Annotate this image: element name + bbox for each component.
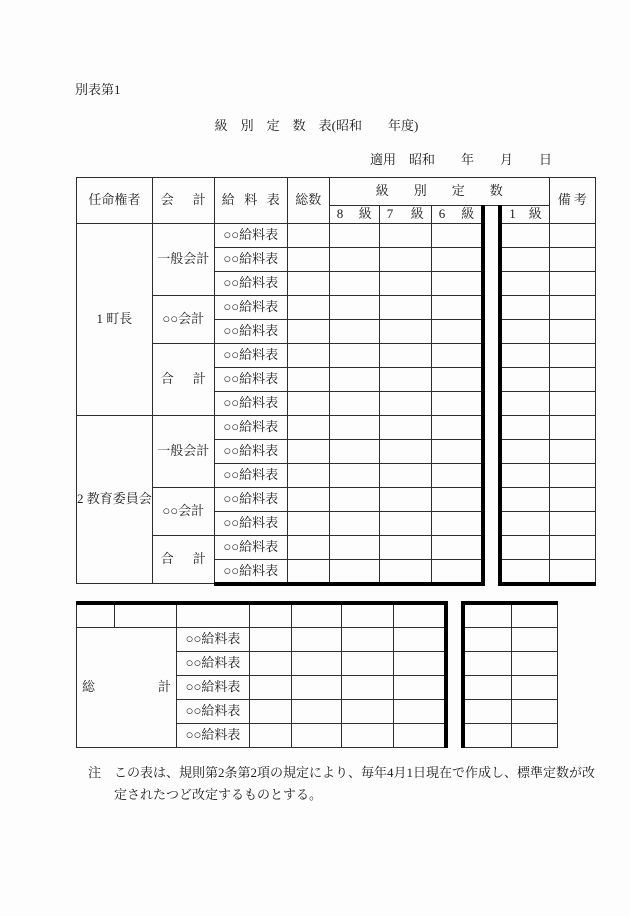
grade-value-cell xyxy=(329,392,379,416)
table-row xyxy=(77,344,596,368)
grade-value-cell xyxy=(431,536,483,560)
remarks-cell xyxy=(512,651,558,675)
remarks-cell xyxy=(549,512,595,536)
total-value-cell xyxy=(287,560,329,584)
grade-value-cell xyxy=(342,603,394,627)
group-label: 2 教育委員会 xyxy=(77,416,153,584)
grade-value-cell xyxy=(379,320,431,344)
grade-value-cell xyxy=(379,440,431,464)
grade-value-cell xyxy=(329,368,379,392)
salary-cell xyxy=(177,603,250,627)
grade-value-cell xyxy=(379,464,431,488)
grade-value-cell xyxy=(394,651,446,675)
column-break-gap xyxy=(446,651,463,675)
total-value-cell xyxy=(287,368,329,392)
remarks-cell xyxy=(512,723,558,747)
grade-value-cell xyxy=(500,248,549,272)
grade-value-cell xyxy=(500,512,549,536)
col-header-total: 総数 xyxy=(287,178,329,224)
grand-total-table xyxy=(76,601,558,748)
grade-value-cell xyxy=(500,344,549,368)
remarks-cell xyxy=(512,603,558,627)
column-break-gap xyxy=(483,536,500,560)
grade-value-cell xyxy=(394,603,446,627)
remarks-cell xyxy=(549,392,595,416)
total-value-cell xyxy=(250,675,292,699)
grade-value-cell xyxy=(342,699,394,723)
salary-table-cell: ○○給料表 xyxy=(177,627,250,651)
table-row xyxy=(77,224,596,248)
grade-value-cell xyxy=(431,344,483,368)
col-header-grade-1: 1級 xyxy=(500,206,549,224)
grade-allocation-table xyxy=(76,177,596,586)
salary-table-cell: ○○給料表 xyxy=(214,296,287,320)
total-value-cell xyxy=(287,248,329,272)
remarks-cell xyxy=(549,464,595,488)
salary-table-cell: ○○給料表 xyxy=(214,224,287,248)
grade-value-cell xyxy=(431,488,483,512)
grade-value-cell xyxy=(431,392,483,416)
grade-value-cell xyxy=(431,272,483,296)
total-value-cell xyxy=(287,416,329,440)
salary-table-cell: ○○給料表 xyxy=(214,464,287,488)
grade-value-cell xyxy=(431,560,483,584)
salary-table-cell: ○○給料表 xyxy=(177,675,250,699)
total-value-cell xyxy=(287,272,329,296)
col-header-remarks: 備考 xyxy=(549,178,595,224)
total-value-cell xyxy=(287,344,329,368)
grade-value-cell xyxy=(292,603,342,627)
grade-value-cell xyxy=(500,320,549,344)
remarks-cell xyxy=(549,488,595,512)
grade-value-cell xyxy=(431,224,483,248)
total-value-cell xyxy=(287,512,329,536)
total-value-cell xyxy=(287,464,329,488)
grade-value-cell xyxy=(463,675,512,699)
column-break-gap xyxy=(483,296,500,320)
grade-value-cell xyxy=(329,272,379,296)
grade-value-cell xyxy=(500,224,549,248)
grade-value-cell xyxy=(342,651,394,675)
grade-value-cell xyxy=(329,488,379,512)
column-break-gap xyxy=(483,416,500,440)
remarks-cell xyxy=(549,344,595,368)
column-break-gap xyxy=(483,392,500,416)
appointer-cell xyxy=(77,603,115,627)
grade-value-cell xyxy=(431,512,483,536)
grade-value-cell xyxy=(500,392,549,416)
column-break-gap xyxy=(446,603,463,627)
remarks-cell xyxy=(549,536,595,560)
remarks-cell xyxy=(512,675,558,699)
salary-table-cell: ○○給料表 xyxy=(214,416,287,440)
table-row xyxy=(77,416,596,440)
salary-table-cell: ○○給料表 xyxy=(214,344,287,368)
grade-value-cell xyxy=(379,224,431,248)
column-break-gap xyxy=(483,224,500,248)
total-value-cell xyxy=(287,392,329,416)
grade-value-cell xyxy=(379,560,431,584)
salary-table-cell: ○○給料表 xyxy=(214,272,287,296)
grade-value-cell xyxy=(431,440,483,464)
grade-value-cell xyxy=(379,392,431,416)
grade-value-cell xyxy=(463,723,512,747)
footnote-line-2: 定されたつど改定するものとする。 xyxy=(114,787,323,802)
grade-value-cell xyxy=(500,296,549,320)
table-row xyxy=(77,627,558,651)
grade-value-cell xyxy=(431,416,483,440)
grade-value-cell xyxy=(342,723,394,747)
grade-value-cell xyxy=(500,416,549,440)
column-break-gap xyxy=(483,512,500,536)
grade-value-cell xyxy=(463,627,512,651)
total-value-cell xyxy=(250,723,292,747)
salary-table-cell: ○○給料表 xyxy=(214,512,287,536)
remarks-cell xyxy=(549,320,595,344)
grade-value-cell xyxy=(329,560,379,584)
account-label: ○○会計 xyxy=(152,296,214,344)
total-value-cell xyxy=(287,296,329,320)
grade-value-cell xyxy=(292,675,342,699)
grade-value-cell xyxy=(394,723,446,747)
column-break-gap xyxy=(483,320,500,344)
grade-value-cell xyxy=(431,464,483,488)
total-value-cell xyxy=(287,320,329,344)
grade-value-cell xyxy=(500,536,549,560)
grade-value-cell xyxy=(431,248,483,272)
col-header-grade-7: 7級 xyxy=(379,206,431,224)
column-break-gap xyxy=(483,488,500,512)
column-break-gap xyxy=(483,560,500,584)
remarks-cell xyxy=(549,368,595,392)
salary-table-cell: ○○給料表 xyxy=(214,368,287,392)
attachment-label: 別表第1 xyxy=(75,82,121,97)
remarks-cell xyxy=(549,560,595,584)
salary-table-cell: ○○給料表 xyxy=(214,248,287,272)
salary-table-cell: ○○給料表 xyxy=(177,699,250,723)
grade-value-cell xyxy=(394,699,446,723)
remarks-cell xyxy=(512,699,558,723)
total-value-cell xyxy=(250,699,292,723)
salary-table-cell: ○○給料表 xyxy=(214,440,287,464)
total-value-cell xyxy=(250,603,292,627)
grade-value-cell xyxy=(379,488,431,512)
page-title: 級 別 定 数 表(昭和 年度) xyxy=(214,118,419,133)
grade-value-cell xyxy=(329,536,379,560)
table-row xyxy=(77,536,596,560)
grade-value-cell xyxy=(379,248,431,272)
account-label: 合計 xyxy=(152,344,214,416)
total-value-cell xyxy=(287,224,329,248)
grade-value-cell xyxy=(463,603,512,627)
column-break-gap xyxy=(446,723,463,747)
grade-value-cell xyxy=(329,224,379,248)
grade-value-cell xyxy=(463,651,512,675)
grade-value-cell xyxy=(292,651,342,675)
grade-value-cell xyxy=(292,699,342,723)
col-header-salary-table: 給料表 xyxy=(214,178,287,224)
salary-table-cell: ○○給料表 xyxy=(214,488,287,512)
salary-table-cell: ○○給料表 xyxy=(177,651,250,675)
column-break-gap xyxy=(483,344,500,368)
grade-value-cell xyxy=(379,512,431,536)
grade-value-cell xyxy=(379,296,431,320)
remarks-cell xyxy=(549,416,595,440)
grade-value-cell xyxy=(394,627,446,651)
grade-value-cell xyxy=(379,368,431,392)
table-row xyxy=(77,488,596,512)
column-break-gap xyxy=(483,440,500,464)
column-break-gap xyxy=(446,627,463,651)
grade-value-cell xyxy=(329,440,379,464)
remarks-cell xyxy=(549,440,595,464)
grade-value-cell xyxy=(329,464,379,488)
grade-value-cell xyxy=(342,675,394,699)
account-cell xyxy=(115,603,177,627)
column-break-gap xyxy=(483,272,500,296)
grade-value-cell xyxy=(329,296,379,320)
grade-value-cell xyxy=(500,488,549,512)
column-break-gap xyxy=(483,464,500,488)
col-header-appointer: 任命権者 xyxy=(77,178,153,224)
salary-table-cell: ○○給料表 xyxy=(214,560,287,584)
grade-value-cell xyxy=(342,627,394,651)
footnote-line-1: 注 この表は、規則第2条第2項の規定により、毎年4月1日現在で作成し、標準定数が改 xyxy=(88,765,596,780)
grade-value-cell xyxy=(431,368,483,392)
account-label: 一般会計 xyxy=(152,224,214,296)
remarks-cell xyxy=(549,248,595,272)
total-value-cell xyxy=(287,440,329,464)
grade-value-cell xyxy=(500,464,549,488)
grade-value-cell xyxy=(329,320,379,344)
grade-value-cell xyxy=(379,416,431,440)
grade-value-cell xyxy=(379,272,431,296)
grade-value-cell xyxy=(329,512,379,536)
account-label: 合計 xyxy=(152,536,214,584)
table-row xyxy=(77,603,558,627)
account-label: ○○会計 xyxy=(152,488,214,536)
grade-value-cell xyxy=(500,560,549,584)
apply-date-line: 適用 昭和 年 月 日 xyxy=(369,152,552,167)
col-header-grade-8: 8級 xyxy=(329,206,379,224)
remarks-cell xyxy=(549,272,595,296)
header-row xyxy=(77,178,596,206)
grade-value-cell xyxy=(500,440,549,464)
remarks-cell xyxy=(549,296,595,320)
column-break-gap xyxy=(483,206,500,224)
total-value-cell xyxy=(250,651,292,675)
col-header-grade-group: 級別定数 xyxy=(329,178,549,206)
column-break-gap xyxy=(446,699,463,723)
grade-value-cell xyxy=(500,368,549,392)
total-value-cell xyxy=(287,536,329,560)
grade-value-cell xyxy=(379,536,431,560)
column-break-gap xyxy=(483,248,500,272)
account-label: 一般会計 xyxy=(152,416,214,488)
grade-value-cell xyxy=(431,320,483,344)
column-break-gap xyxy=(483,368,500,392)
salary-table-cell: ○○給料表 xyxy=(214,536,287,560)
group-label: 1 町長 xyxy=(77,224,153,416)
grade-value-cell xyxy=(292,627,342,651)
grade-value-cell xyxy=(394,675,446,699)
grade-value-cell xyxy=(329,344,379,368)
column-break-gap xyxy=(446,675,463,699)
grade-value-cell xyxy=(329,248,379,272)
col-header-account: 会計 xyxy=(152,178,214,224)
grade-value-cell xyxy=(463,699,512,723)
grade-value-cell xyxy=(329,416,379,440)
grade-value-cell xyxy=(431,296,483,320)
remarks-cell xyxy=(549,224,595,248)
grand-total-label: 総計 xyxy=(77,627,177,747)
grade-value-cell xyxy=(500,272,549,296)
salary-table-cell: ○○給料表 xyxy=(214,320,287,344)
total-value-cell xyxy=(287,488,329,512)
table-row xyxy=(77,296,596,320)
grade-value-cell xyxy=(292,723,342,747)
col-header-grade-6: 6級 xyxy=(431,206,483,224)
salary-table-cell: ○○給料表 xyxy=(177,723,250,747)
total-value-cell xyxy=(250,627,292,651)
remarks-cell xyxy=(512,627,558,651)
salary-table-cell: ○○給料表 xyxy=(214,392,287,416)
grade-value-cell xyxy=(379,344,431,368)
